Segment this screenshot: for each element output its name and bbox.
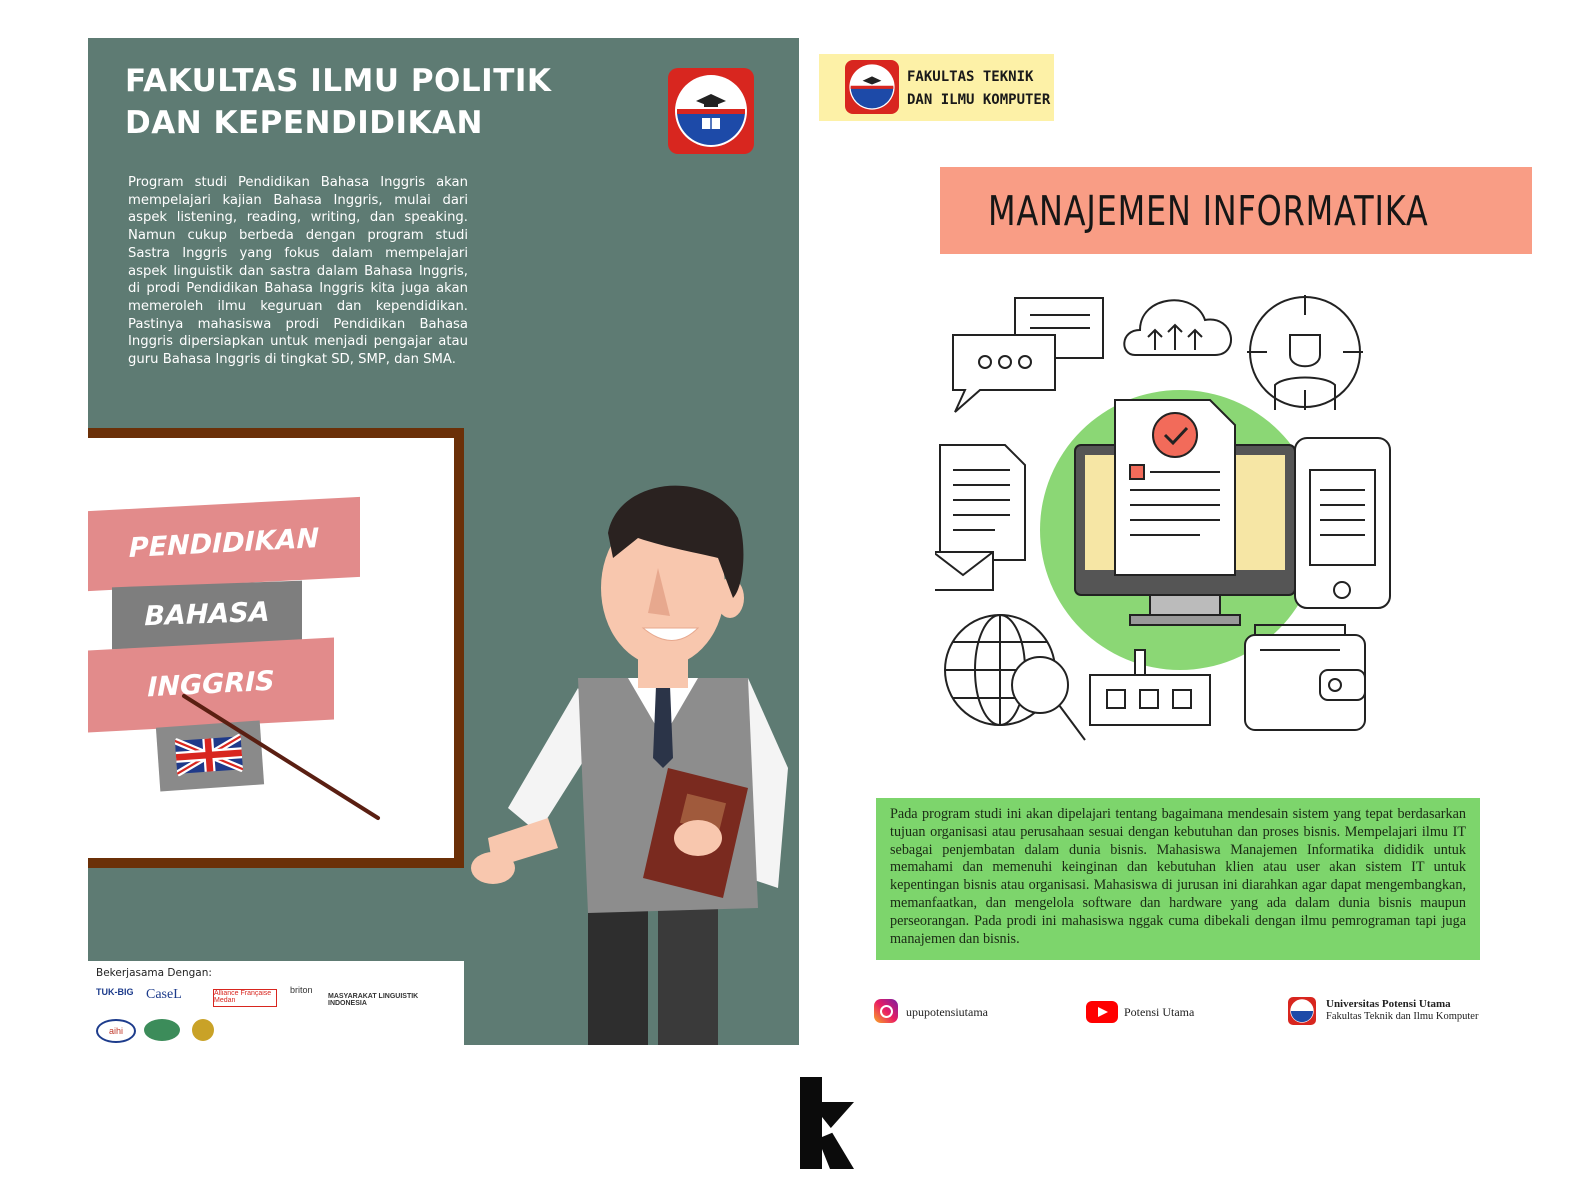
faculty-title-line-2: DAN KEPENDIDIKAN <box>125 105 483 141</box>
instagram-handle[interactable]: upupotensiutama <box>906 1005 988 1019</box>
watermark-logo <box>800 1077 854 1169</box>
teacher-illustration <box>448 438 799 1045</box>
program-title: MANAJEMEN INFORMATIKA <box>988 187 1429 235</box>
it-illustration <box>935 290 1435 770</box>
youtube-icon <box>1086 1001 1118 1023</box>
partner-logo-tuk-big: TUK-BIG <box>96 987 134 997</box>
faculty-name-line-1: FAKULTAS TEKNIK <box>907 69 1034 85</box>
program-description: Program studi Pendidikan Bahasa Inggris akan mempelajari kajian Bahasa Inggris, mulai dari aspek listening, reading, writing, dan speaking. Namun cukup berbeda dengan program studi Sastra Inggris yang fokus dalam mempelajari aspek linguistik dan sastra dalam Bahasa Inggris, di prodi Pendidikan Bahasa Inggris kita juga akan memeroleh ilmu keguruan dan kependidikan. Pastinya mahasiswa prodi Pendidikan Bahasa Inggris dipersiapkan untuk menjadi pengajar atau guru Bahasa Inggris di tingkat SD, SMP, dan SMA. <box>128 175 468 368</box>
partner-logo-casel: CaseL <box>146 987 182 1002</box>
university-logo <box>668 68 754 154</box>
partner-logo-briton: briton <box>290 985 313 995</box>
university-seal-icon <box>668 68 754 154</box>
faculty-header <box>819 54 1054 121</box>
partner-logo-mli: MASYARAKAT LINGUISTIK INDONESIA <box>328 993 419 1007</box>
partner-logo-seal-gold <box>192 1019 214 1041</box>
file-icon <box>940 445 1025 560</box>
faculty-name <box>907 66 1050 112</box>
banner-bahasa: BAHASA <box>112 581 302 650</box>
left-poster <box>88 38 799 1045</box>
pointer-stick <box>178 688 398 838</box>
university-faculty: Fakultas Teknik dan Ilmu Komputer <box>1326 1011 1479 1022</box>
instagram-icon <box>874 999 898 1023</box>
partners-panel <box>88 961 464 1045</box>
faculty-name-line-2: DAN ILMU KOMPUTER <box>907 92 1051 108</box>
university-seal-icon <box>845 60 899 114</box>
youtube-channel[interactable]: Potensi Utama <box>1124 1005 1195 1019</box>
university-seal-icon <box>1288 997 1316 1025</box>
banner-inggris: INGGRIS <box>88 638 334 733</box>
partner-logo-aihi: aihi <box>96 1019 136 1043</box>
university-name: Universitas Potensi Utama <box>1326 998 1451 1010</box>
program-description-text: Pada program studi ini akan dipelajari tentang bagaimana mendesain sistem yang tepat berdasarkan tujuan organisasi atau perusahaan sesuai dengan kebutuhan dan proses bisnis. Mempelajari ilmu IT sebagai penjembatan dalam dunia bisnis. Mahasiswa Manajemen Informatika dididik untuk memahami dan memenuhi keinginan dan kebutuhan klien atau user akan sistem IT untuk kepentingan bisnis atau organisasi. Mahasiswa di jurusan ini diarahkan agar dapat mengembangkan, memanfaatkan, dan mengelola software dan hardware yang ada dalam dunia bisnis maupun perseorangan. Pada prodi ini mahasiswa nggak cuma dibekali dengan ilmu pemrograman tapi juga manajemen dan bisnis. <box>890 806 1466 947</box>
faculty-title-line-1: FAKULTAS ILMU POLITIK <box>125 63 552 99</box>
partner-logo-alliance: Alliance Française Medan <box>213 989 277 1007</box>
university-logo-small <box>845 60 899 114</box>
program-title-bar <box>940 167 1532 254</box>
university-footer-logo <box>1288 997 1316 1025</box>
partners-label: Bekerjasama Dengan: <box>96 967 212 979</box>
faculty-title <box>125 60 645 144</box>
banner-pendidikan: PENDIDIKAN <box>88 497 360 591</box>
partner-logo-seal-green <box>144 1019 180 1041</box>
program-description-box <box>876 798 1480 960</box>
